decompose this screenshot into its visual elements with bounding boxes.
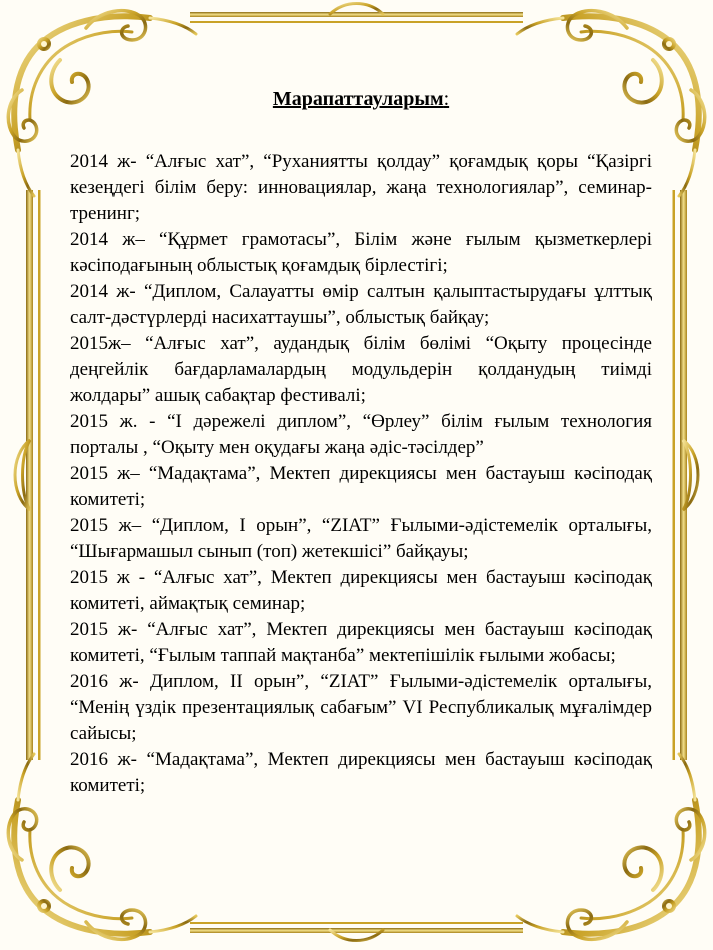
title-text: Марапаттауларым xyxy=(272,88,444,110)
award-entry: 2016 ж- Диплом, ІІ орын”, “ZIAT” Ғылыми-әдістемелік орталығы, “Менің үздік презентациялық сабағым” VI Республикалық мұғалімдер сайысы; xyxy=(70,671,652,744)
award-entry: 2014 ж– “Құрмет грамотасы”, Білім және ғылым қызметкерлері кәсіподағының облыстық қоғамдық бірлестігі; xyxy=(70,229,652,276)
awards-content xyxy=(70,88,652,799)
award-entry: 2015ж– “Алғыс хат”, аудандық білім бөлімі “Оқыту процесінде деңгейлік бағдарламалардың модульдерін қолданудың тиімді жолдары” ашық сабақтар фестивалі; xyxy=(70,333,652,406)
award-entry: 2014 ж- “Диплом, Салауатты өмір салтын қалыптастырудағы ұлттық салт-дәстүрлерді насихаттаушы”, облыстық байқау; xyxy=(70,281,652,328)
award-entry: 2015 ж– “Мадақтама”, Мектеп дирекциясы мен бастауыш кәсіподақ комитеті; xyxy=(70,463,652,510)
award-entry: 2015 ж. - “І дәрежелі диплом”, “Өрлеу” білім ғылым технология порталы , “Оқыту мен оқудағы жаңа әдіс-тәсілдер” xyxy=(70,411,652,458)
award-entry: 2015 ж- “Алғыс хат”, Мектеп дирекциясы мен бастауыш кәсіподақ комитеті, “Ғылым таппай мақтанба” мектепішілік ғылыми жобасы; xyxy=(70,619,652,666)
award-entry: 2015 ж– “Диплом, І орын”, “ZIAT” Ғылыми-әдістемелік орталығы, “Шығармашыл сынып (топ) жетекшісі” байқауы; xyxy=(70,515,652,562)
award-entry: 2015 ж - “Алғыс хат”, Мектеп дирекциясы мен бастауыш кәсіподақ комитеті, аймақтық семинар; xyxy=(70,567,652,614)
award-entry: 2016 ж- “Мадақтама”, Мектеп дирекциясы мен бастауыш кәсіподақ комитеті; xyxy=(70,749,652,796)
page-title xyxy=(70,88,652,111)
award-entry: 2014 ж- “Алғыс хат”, “Руханиятты қолдау” қоғамдық қоры “Қазіргі кезеңдегі білім беру: инновациялар, жаңа технологиялар”, семинар-тренинг; xyxy=(70,151,652,224)
title-colon: : xyxy=(443,88,450,110)
